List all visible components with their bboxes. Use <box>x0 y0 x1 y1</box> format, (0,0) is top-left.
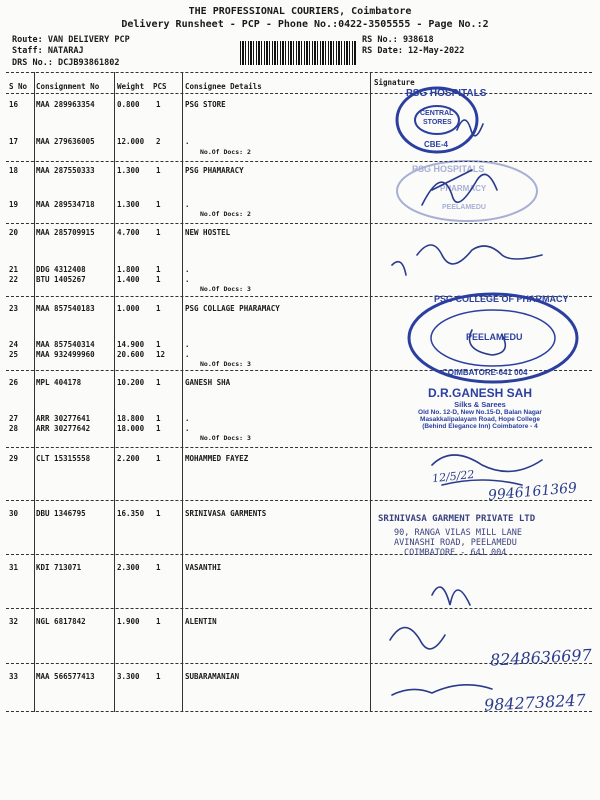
col-divider <box>34 72 35 712</box>
row-consignment: MAA 932499960 <box>36 350 95 359</box>
row-weight: 1.400 <box>117 275 140 284</box>
row-sno: 31 <box>9 563 19 572</box>
signature-33 <box>392 685 492 695</box>
row-pcs: 1 <box>156 275 161 284</box>
row-consignment: KDI 713071 <box>36 563 82 572</box>
row-consignment: DDG 4312408 <box>36 265 86 274</box>
row-sno: 33 <box>9 672 19 681</box>
signature-31 <box>432 587 470 605</box>
row-docs: No.Of Docs: 3 <box>200 434 251 442</box>
row-pcs: 1 <box>156 340 161 349</box>
company-title: THE PROFESSIONAL COURIERS, Coimbatore <box>188 6 412 17</box>
row-pcs: 1 <box>156 378 161 387</box>
stamp-text: Masakkalipalayam Road, Hope College <box>420 416 540 423</box>
row-sno: 27 <box>9 414 19 423</box>
stamp-text: Old No. 12-D, New No.15-D, Balan Nagar <box>418 409 542 416</box>
row-sno: 28 <box>9 424 19 433</box>
table-header-rule <box>6 93 592 94</box>
row-consignment: MAA 285709915 <box>36 228 95 237</box>
row-docs: No.Of Docs: 3 <box>200 285 251 293</box>
signature-16 <box>457 120 483 136</box>
row-weight: 1.300 <box>117 200 140 209</box>
row-weight: 18.000 <box>117 424 145 433</box>
stamp-text: STORES <box>423 119 452 126</box>
row-pcs: 1 <box>156 454 161 463</box>
row-weight: 3.300 <box>117 672 140 681</box>
staff-label: Staff: NATARAJ <box>12 46 84 56</box>
row-weight: 20.600 <box>117 350 145 359</box>
drs-number: DRS No.: DCJB93861802 <box>12 58 120 68</box>
stamp-name: SRINIVASA GARMENT PRIVATE LTD <box>378 514 536 524</box>
row-pcs: 1 <box>156 200 161 209</box>
row-docs: No.Of Docs: 3 <box>200 360 251 368</box>
rs-date: RS Date: 12-May-2022 <box>362 46 465 56</box>
rs-number: RS No.: 938618 <box>362 35 434 45</box>
signature-18 <box>422 170 497 205</box>
row-pcs: 1 <box>156 617 161 626</box>
row-sno: 25 <box>9 350 19 359</box>
row-consignee: . <box>185 340 190 349</box>
runsheet-subtitle: Delivery Runsheet - PCP - Phone No.:0422-3505555 - Page No.:2 <box>121 19 489 30</box>
row-pcs: 1 <box>156 672 161 681</box>
row-sno: 29 <box>9 454 19 463</box>
stamp-text: CBE-4 <box>424 140 449 149</box>
row-consignment: MAA 289963354 <box>36 100 95 109</box>
row-consignee: . <box>185 275 190 284</box>
col-divider <box>182 72 183 712</box>
handwritten-date: 12/5/22 <box>431 467 475 486</box>
col-header-weight: Weight <box>117 82 145 91</box>
row-sno: 22 <box>9 275 19 284</box>
row-consignee: . <box>185 424 190 433</box>
row-consignment: MAA 287550333 <box>36 166 95 175</box>
row-weight: 16.350 <box>117 509 145 518</box>
stamp-text: PEELAMEDU <box>442 204 486 211</box>
row-consignee: . <box>185 265 190 274</box>
row-sno: 30 <box>9 509 19 518</box>
col-divider <box>114 72 115 712</box>
stamp-text: CENTRAL <box>420 110 454 117</box>
handwritten-phone: 9842738247 <box>483 690 587 715</box>
row-consignment: ARR 30277641 <box>36 414 91 423</box>
handwritten-phone: 8248636697 <box>489 645 593 670</box>
row-pcs: 1 <box>156 424 161 433</box>
row-consignment: CLT 15315558 <box>36 454 91 463</box>
stamp-text: COIMBATORE-641 004 <box>442 368 528 377</box>
row-weight: 1.800 <box>117 265 140 274</box>
signature-scribbles <box>372 95 592 710</box>
row-consignee: . <box>185 137 190 146</box>
stamp-text: PHARMACY <box>440 184 487 193</box>
row-consignee: SRINIVASA GARMENTS <box>185 509 267 518</box>
stamp-text: PEELAMEDU <box>466 332 523 342</box>
row-sno: 20 <box>9 228 19 237</box>
row-consignee: . <box>185 200 190 209</box>
row-sno: 26 <box>9 378 19 387</box>
row-sno: 21 <box>9 265 19 274</box>
row-consignee: PSG COLLAGE PHARAMACY <box>185 304 280 313</box>
row-consignee: SUBARAMANIAN <box>185 672 240 681</box>
row-pcs: 1 <box>156 304 161 313</box>
row-consignment: MAA 857540183 <box>36 304 95 313</box>
stamp-text: PSG COLLEGE OF PHARMACY <box>434 294 569 304</box>
row-sno: 16 <box>9 100 19 109</box>
row-weight: 10.200 <box>117 378 145 387</box>
signature-32 <box>390 628 445 649</box>
row-consignment: NGL 6817842 <box>36 617 86 626</box>
row-docs: No.Of Docs: 2 <box>200 210 251 218</box>
row-pcs: 1 <box>156 166 161 175</box>
barcode <box>240 41 356 65</box>
row-pcs: 1 <box>156 563 161 572</box>
stamp-text: PSG HOSPITALS <box>406 88 487 99</box>
row-consignment: MAA 566577413 <box>36 672 95 681</box>
row-consignee: VASANTHI <box>185 563 222 572</box>
row-consignee: NEW HOSTEL <box>185 228 231 237</box>
col-header-signature: Signature <box>374 78 415 87</box>
row-consignment: MAA 289534718 <box>36 200 95 209</box>
row-sno: 19 <box>9 200 19 209</box>
signature-23 <box>470 330 506 355</box>
row-sno: 18 <box>9 166 19 175</box>
col-header-consignee: Consignee Details <box>185 82 262 91</box>
row-consignee: GANESH SHA <box>185 378 231 387</box>
row-pcs: 1 <box>156 265 161 274</box>
stamp-name: D.R.GANESH SAH <box>427 386 532 400</box>
row-sno: 17 <box>9 137 19 146</box>
row-weight: 1.900 <box>117 617 140 626</box>
col-divider <box>370 72 371 712</box>
col-header-consignment: Consignment No <box>36 82 100 91</box>
row-sno: 24 <box>9 340 19 349</box>
row-consignment: BTU 1405267 <box>36 275 86 284</box>
row-weight: 4.700 <box>117 228 140 237</box>
row-pcs: 2 <box>156 137 161 146</box>
row-pcs: 1 <box>156 509 161 518</box>
handwritten-phone: 9946161369 <box>487 480 578 504</box>
row-consignment: MAA 279636005 <box>36 137 95 146</box>
signature-20 <box>392 245 542 275</box>
stamp-text: Silks & Sarees <box>454 400 506 409</box>
row-consignment: MPL 404178 <box>36 378 82 387</box>
col-header-sno: S No <box>9 82 28 91</box>
row-consignee: PSG PHAMARACY <box>185 166 244 175</box>
row-weight: 1.000 <box>117 304 140 313</box>
row-consignee: MOHAMMED FAYEZ <box>185 454 249 463</box>
row-consignee: PSG STORE <box>185 100 226 109</box>
stamp-text: AVINASHI ROAD, PEELAMEDU <box>394 538 517 548</box>
stamp-text: COIMBATORE - 641 004 <box>404 548 507 558</box>
col-header-pcs: PCS <box>153 82 167 91</box>
row-weight: 14.900 <box>117 340 145 349</box>
row-consignment: ARR 30277642 <box>36 424 91 433</box>
row-sno: 23 <box>9 304 19 313</box>
row-weight: 2.300 <box>117 563 140 572</box>
row-weight: 1.300 <box>117 166 140 175</box>
stamp-text: (Behind Elegance Inn) Coimbatore - 4 <box>422 423 538 430</box>
row-sno: 32 <box>9 617 19 626</box>
row-consignment: DBU 1346795 <box>36 509 86 518</box>
row-weight: 0.800 <box>117 100 140 109</box>
row-pcs: 12 <box>156 350 166 359</box>
row-consignee: ALENTIN <box>185 617 217 626</box>
row-weight: 2.200 <box>117 454 140 463</box>
row-pcs: 1 <box>156 100 161 109</box>
stamp-text: 90, RANGA VILAS MILL LANE <box>394 528 522 538</box>
stamp-text: PSG HOSPITALS <box>412 164 485 174</box>
row-docs: No.Of Docs: 2 <box>200 148 251 156</box>
row-consignment: MAA 857540314 <box>36 340 95 349</box>
row-pcs: 1 <box>156 228 161 237</box>
row-consignee: . <box>185 350 190 359</box>
row-weight: 12.000 <box>117 137 145 146</box>
table-top-rule <box>6 72 592 73</box>
row-pcs: 1 <box>156 414 161 423</box>
route-label: Route: VAN DELIVERY PCP <box>12 35 130 45</box>
row-consignee: . <box>185 414 190 423</box>
row-weight: 18.800 <box>117 414 145 423</box>
